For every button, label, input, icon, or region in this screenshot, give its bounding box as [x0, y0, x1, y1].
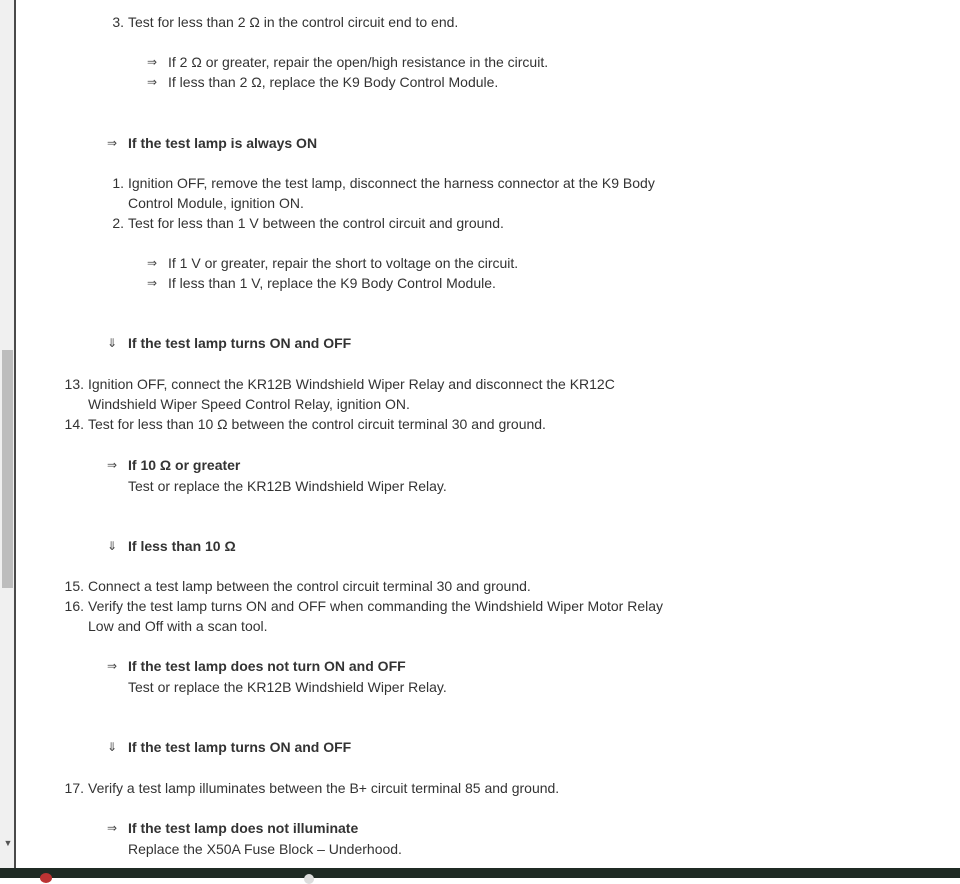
step-number: 3.: [112, 14, 124, 30]
continue-arrow-icon: ⇓: [107, 740, 118, 754]
taskbar-app-icon[interactable]: [304, 874, 314, 884]
result-arrow-icon: ⇒: [147, 55, 158, 69]
result-arrow-icon: ⇒: [107, 458, 118, 472]
step-number: 1.: [112, 175, 124, 191]
taskbar: [0, 868, 960, 878]
step-text: Ignition OFF, connect the KR12B Windshield Wiper Relay and disconnect the KR12C: [88, 376, 615, 392]
result-heading: If the test lamp is always ON: [128, 135, 318, 151]
result-arrow-icon: ⇒: [107, 659, 118, 673]
step-text: Verify a test lamp illuminates between the B+ circuit terminal 85 and ground.: [88, 780, 560, 796]
result-heading: If the test lamp does not turn ON and OFF: [128, 658, 406, 674]
result-text: Test or replace the KR12B Windshield Wiper Relay.: [128, 679, 447, 695]
step-text: Test for less than 2 Ω in the control circuit end to end.: [128, 14, 459, 30]
step-text: Verify the test lamp turns ON and OFF when commanding the Windshield Wiper Motor Relay: [88, 598, 664, 614]
scroll-down-arrow-icon[interactable]: ▼: [3, 838, 13, 848]
continue-arrow-icon: ⇓: [107, 336, 118, 350]
result-heading: If less than 10 Ω: [128, 538, 236, 554]
step-number: 13.: [64, 376, 84, 392]
result-heading: If the test lamp does not illuminate: [128, 820, 359, 836]
result-text: Test or replace the KR12B Windshield Wiper Relay.: [128, 478, 447, 494]
vertical-scrollbar[interactable]: [0, 0, 16, 868]
taskbar-app-icon[interactable]: [40, 873, 52, 883]
step-number: 2.: [112, 215, 124, 231]
step-text: Ignition OFF, remove the test lamp, disconnect the harness connector at the K9 Body: [128, 175, 655, 191]
step-number: 17.: [64, 780, 84, 796]
step-text: Connect a test lamp between the control circuit terminal 30 and ground.: [88, 578, 531, 594]
result-arrow-icon: ⇒: [107, 821, 118, 835]
result-arrow-icon: ⇒: [107, 136, 118, 150]
step-number: 14.: [64, 416, 84, 432]
result-text: If 1 V or greater, repair the short to voltage on the circuit.: [168, 255, 519, 271]
step-number: 15.: [64, 578, 84, 594]
result-arrow-icon: ⇒: [147, 75, 158, 89]
scrollbar-thumb[interactable]: [2, 350, 13, 588]
result-text: If less than 2 Ω, replace the K9 Body Control Module.: [168, 74, 499, 90]
result-text: If less than 1 V, replace the K9 Body Control Module.: [168, 275, 496, 291]
step-text: Control Module, ignition ON.: [128, 195, 304, 211]
continue-arrow-icon: ⇓: [107, 539, 118, 553]
result-heading: If 10 Ω or greater: [128, 457, 241, 473]
result-arrow-icon: ⇒: [147, 256, 158, 270]
step-text: Windshield Wiper Speed Control Relay, ignition ON.: [88, 396, 410, 412]
step-text: Low and Off with a scan tool.: [88, 618, 268, 634]
result-text: Replace the X50A Fuse Block – Underhood.: [128, 841, 402, 857]
result-arrow-icon: ⇒: [147, 276, 158, 290]
step-number: 16.: [64, 598, 84, 614]
result-heading: If the test lamp turns ON and OFF: [128, 335, 352, 351]
result-heading: If the test lamp turns ON and OFF: [128, 739, 352, 755]
step-text: Test for less than 1 V between the control circuit and ground.: [128, 215, 504, 231]
step-text: Test for less than 10 Ω between the control circuit terminal 30 and ground.: [88, 416, 546, 432]
result-text: If 2 Ω or greater, repair the open/high resistance in the circuit.: [168, 54, 549, 70]
